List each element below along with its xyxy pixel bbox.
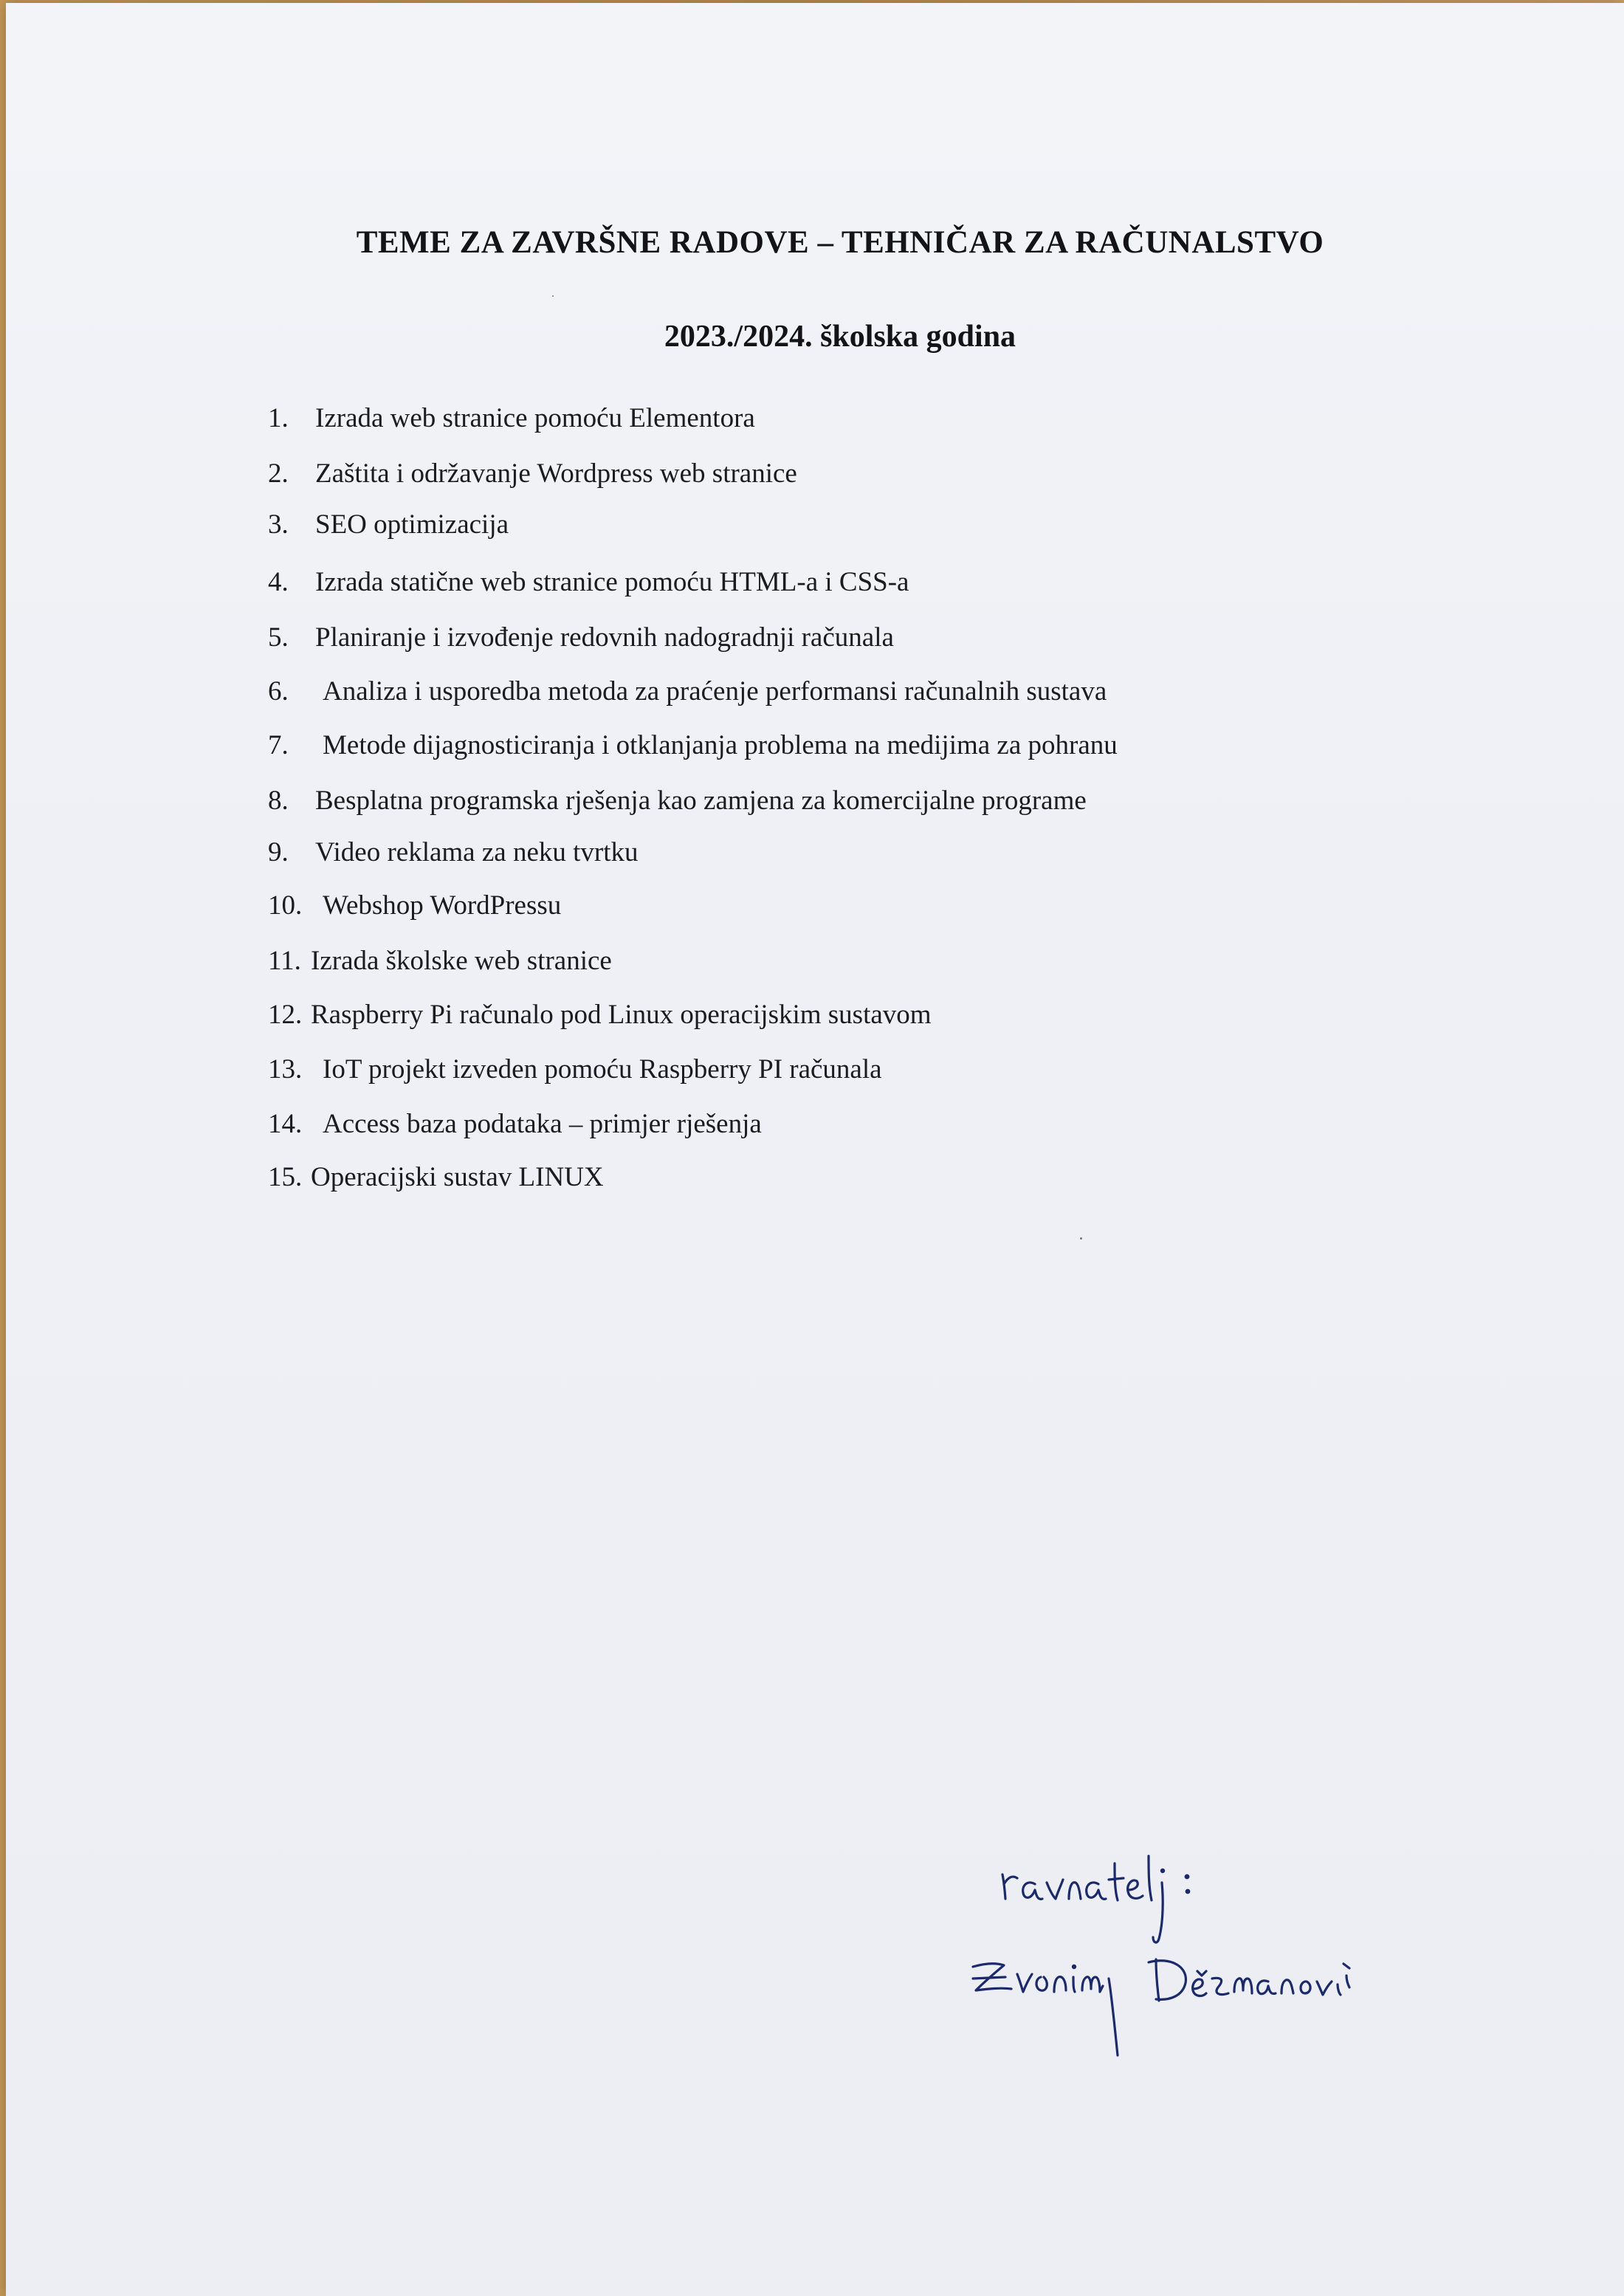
list-item-text: Izrada web stranice pomoću Elementora	[315, 403, 755, 433]
list-item	[268, 1106, 762, 1143]
list-item-text: Zaštita i održavanje Wordpress web stranice	[315, 458, 797, 489]
document-page	[6, 3, 1624, 2296]
list-item-text: Access baza podataka – primjer rješenja	[323, 1109, 762, 1139]
school-year-subtitle: 2023./2024. školska godina	[664, 320, 1016, 354]
list-item-text: Operacijski sustav LINUX	[311, 1162, 604, 1192]
list-item	[268, 727, 1118, 764]
list-item-text: SEO optimizacija	[315, 509, 509, 540]
paper-speck	[552, 295, 554, 297]
list-item-text: Izrada statične web stranice pomoću HTML-a i CSS-a	[315, 567, 909, 597]
list-item-number: 10.	[268, 890, 303, 921]
list-item	[268, 887, 561, 924]
list-item	[268, 400, 755, 437]
list-item-number: 1.	[268, 403, 289, 433]
list-item-text: Video reklama za neku tvrtku	[315, 837, 639, 867]
list-item	[268, 943, 612, 980]
list-item	[268, 619, 894, 656]
list-item-text: IoT projekt izveden pomoću Raspberry PI računala	[323, 1054, 882, 1085]
list-item-number: 12.	[268, 1000, 303, 1030]
list-item-number: 15.	[268, 1162, 303, 1192]
document-title: TEME ZA ZAVRŠNE RADOVE – TEHNIČAR ZA RAČUNALSTVO	[356, 225, 1324, 260]
list-item	[268, 1159, 604, 1196]
list-item-number: 11.	[268, 946, 301, 976]
list-item-text: Planiranje i izvođenje redovnih nadogradnji računala	[315, 622, 894, 653]
list-item	[268, 506, 509, 543]
handwritten-signature-image	[958, 1841, 1372, 2085]
list-item-number: 6.	[268, 676, 289, 707]
list-item	[268, 673, 1107, 710]
list-item-number: 2.	[268, 458, 289, 489]
list-item-number: 13.	[268, 1054, 303, 1085]
list-item-text: Webshop WordPressu	[323, 890, 562, 921]
list-item	[268, 456, 797, 492]
list-item-number: 3.	[268, 509, 289, 540]
principal-signature	[958, 1841, 1372, 2085]
list-item	[268, 564, 909, 601]
list-item-text: Raspberry Pi računalo pod Linux operacijskim sustavom	[311, 1000, 932, 1030]
paper-speck	[1080, 1237, 1082, 1240]
list-item-number: 4.	[268, 567, 289, 597]
list-item	[268, 834, 639, 871]
list-item-number: 5.	[268, 622, 289, 653]
list-item	[268, 783, 1087, 819]
list-item-text: Besplatna programska rješenja kao zamjena za komercijalne programe	[315, 786, 1087, 816]
list-item-text: Izrada školske web stranice	[311, 946, 612, 976]
list-item-text: Metode dijagnosticiranja i otklanjanja problema na medijima za pohranu	[323, 730, 1118, 760]
list-item	[268, 1051, 882, 1088]
list-item-number: 7.	[268, 730, 289, 760]
list-item	[268, 997, 932, 1034]
list-item-number: 14.	[268, 1109, 303, 1139]
list-item-number: 9.	[268, 837, 289, 867]
list-item-text: Analiza i usporedba metoda za praćenje performansi računalnih sustava	[323, 676, 1107, 707]
list-item-number: 8.	[268, 786, 289, 816]
